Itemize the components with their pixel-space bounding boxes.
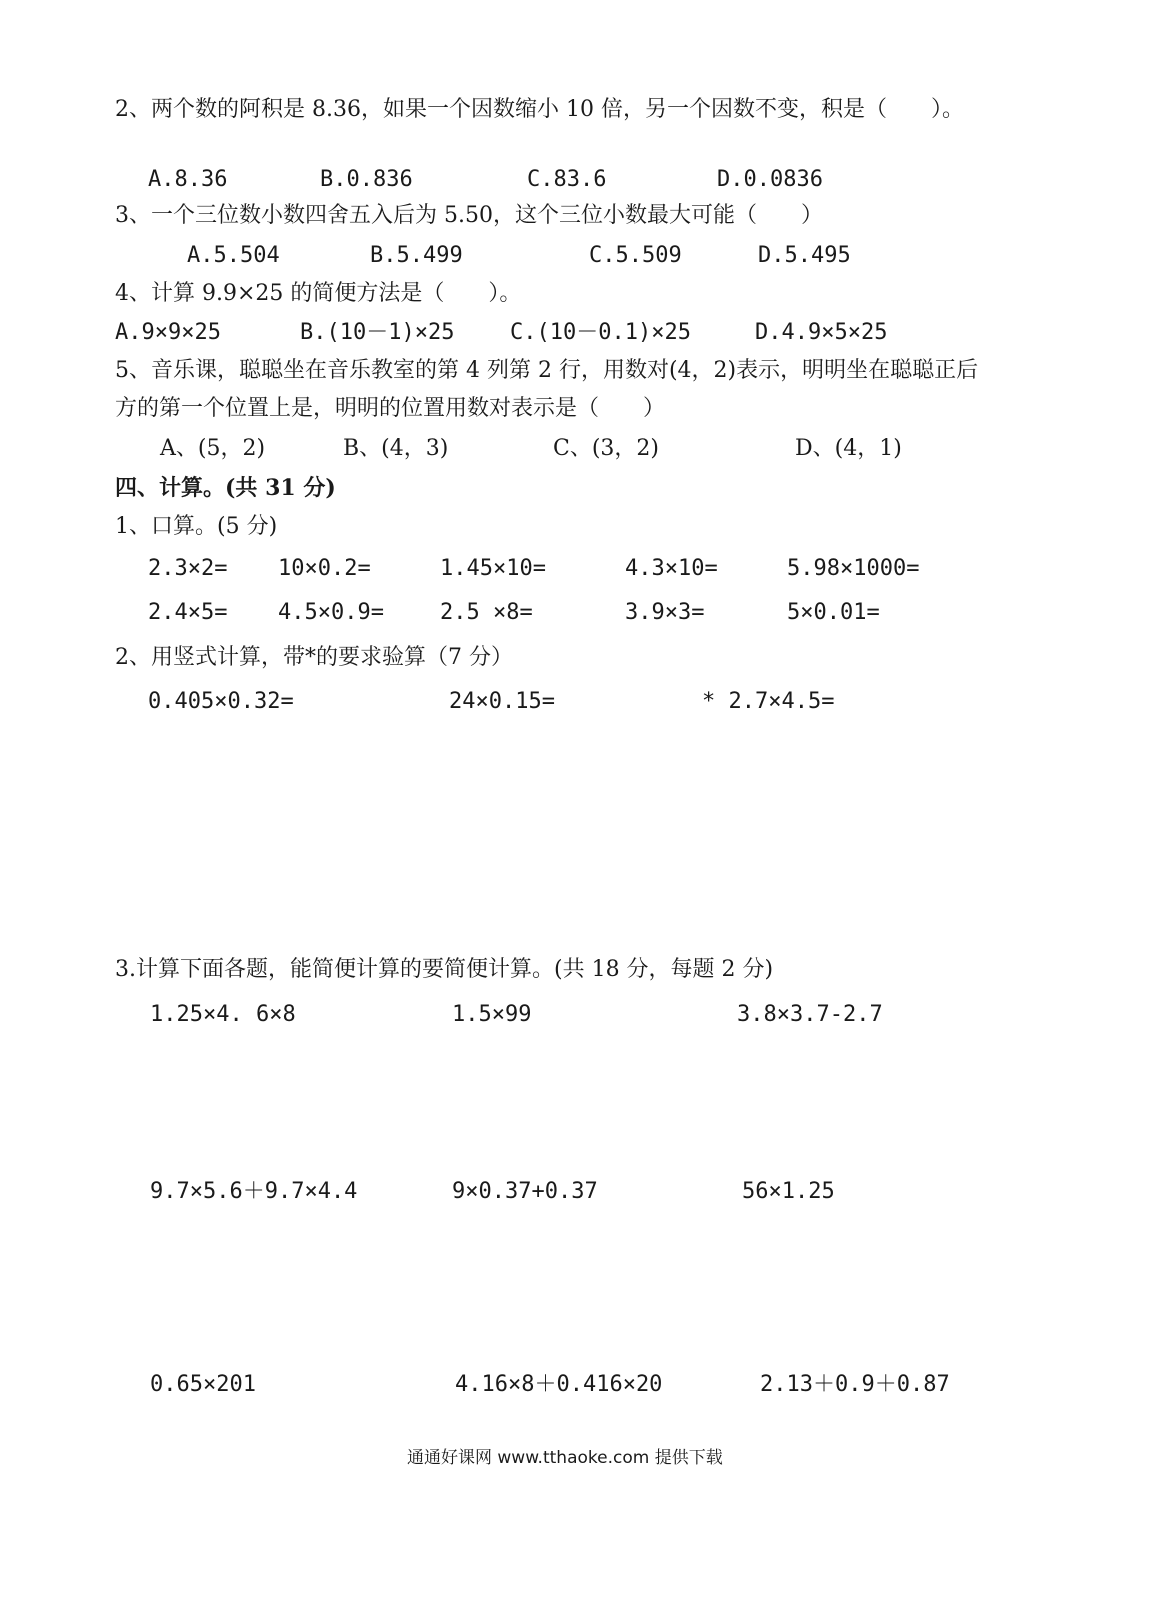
- simplify-item: 3.8×3.7-2.7: [737, 1002, 883, 1027]
- q2-option-a: A.8.36: [148, 167, 228, 192]
- q5-option-a: A、(5，2): [160, 436, 266, 461]
- question-4-stem: 4、计算 9.9×25 的简便方法是（ ）。: [115, 281, 522, 306]
- q2-option-c: C.83.6: [527, 167, 607, 192]
- vertical-item: * 2.7×4.5=: [702, 689, 835, 714]
- vertical-item: 0.405×0.32=: [148, 689, 294, 714]
- oral-item: 10×0.2=: [278, 556, 371, 581]
- simplify-item: 9.7×5.6＋9.7×4.4: [150, 1179, 358, 1204]
- q3-option-c: C.5.509: [589, 243, 682, 268]
- oral-item: 2.4×5=: [148, 600, 228, 625]
- q5-option-c: C、(3，2): [553, 436, 659, 461]
- oral-item: 2.3×2=: [148, 556, 228, 581]
- q2-option-b: B.0.836: [320, 167, 413, 192]
- simplify-item: 1.25×4. 6×8: [150, 1002, 296, 1027]
- simplify-calc-title: 3.计算下面各题，能简便计算的要简便计算。(共 18 分，每题 2 分): [115, 957, 774, 982]
- oral-item: 2.5 ×8=: [440, 600, 533, 625]
- q4-option-a: A.9×9×25: [115, 320, 221, 345]
- question-2-stem: 2、两个数的阿积是 8.36，如果一个因数缩小 10 倍，另一个因数不变，积是（ ）。: [115, 97, 964, 122]
- q4-option-c: C.(10－0.1)×25: [510, 320, 691, 345]
- q2-option-d: D.0.0836: [717, 167, 823, 192]
- simplify-item: 1.5×99: [452, 1002, 532, 1027]
- vertical-item: 24×0.15=: [449, 689, 555, 714]
- oral-item: 5×0.01=: [787, 600, 880, 625]
- oral-item: 4.3×10=: [625, 556, 718, 581]
- question-3-stem: 3、一个三位数小数四舍五入后为 5.50，这个三位小数最大可能（ ）: [115, 203, 823, 228]
- vertical-calc-title: 2、用竖式计算，带*的要求验算（7 分）: [115, 645, 513, 670]
- q4-option-d: D.4.9×5×25: [755, 320, 888, 345]
- oral-calc-title: 1、口算。(5 分): [115, 514, 278, 539]
- simplify-item: 4.16×8＋0.416×20: [455, 1372, 663, 1397]
- oral-item: 5.98×1000=: [787, 556, 920, 581]
- q3-option-b: B.5.499: [370, 243, 463, 268]
- q3-option-d: D.5.495: [758, 243, 851, 268]
- oral-item: 4.5×0.9=: [278, 600, 384, 625]
- q5-option-b: B、(4，3): [343, 436, 449, 461]
- question-5-stem-line2: 方的第一个位置上是，明明的位置用数对表示是（ ）: [115, 396, 666, 421]
- footer-source: 通通好课网 www.tthaoke.com 提供下载: [407, 1448, 723, 1468]
- simplify-item: 0.65×201: [150, 1372, 256, 1397]
- question-5-stem-line1: 5、音乐课，聪聪坐在音乐教室的第 4 列第 2 行，用数对(4，2)表示，明明坐在聪聪正后: [115, 358, 979, 383]
- simplify-item: 2.13＋0.9＋0.87: [760, 1372, 950, 1397]
- simplify-item: 9×0.37+0.37: [452, 1179, 598, 1204]
- q5-option-d: D、(4，1): [795, 436, 902, 461]
- q4-option-b: B.(10－1)×25: [300, 320, 455, 345]
- q3-option-a: A.5.504: [187, 243, 280, 268]
- section-4-title: 四、计算。(共 31 分): [115, 475, 336, 501]
- oral-item: 3.9×3=: [625, 600, 705, 625]
- simplify-item: 56×1.25: [742, 1179, 835, 1204]
- oral-item: 1.45×10=: [440, 556, 546, 581]
